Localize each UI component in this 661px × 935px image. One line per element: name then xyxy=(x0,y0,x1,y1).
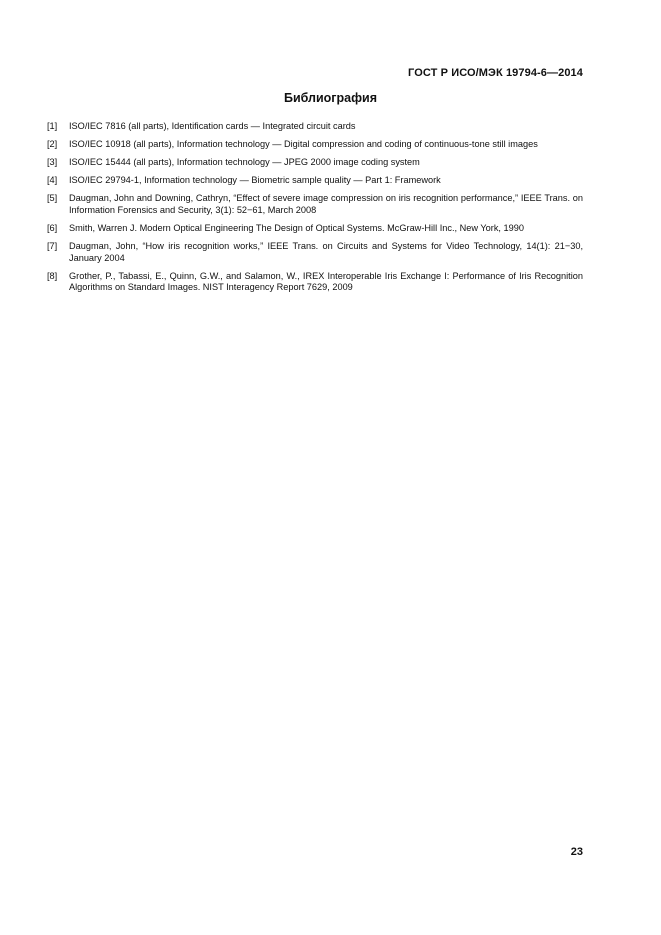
bibliography-text: Grother, P., Tabassi, E., Quinn, G.W., and Salamon, W., IREX Interoperable Iris Exchange I: Performance of Iris Recognition Algorithms on Standard Images. NIST Interagency Report 7629, 2009 xyxy=(69,270,583,293)
page-number: 23 xyxy=(570,846,583,858)
bibliography-list xyxy=(47,121,583,300)
bibliography-number: [2] xyxy=(47,139,58,150)
bibliography-item-5 xyxy=(47,193,583,216)
bibliography-text: ISO/IEC 29794-1, Information technology — Biometric sample quality — Part 1: Framework xyxy=(69,175,441,186)
bibliography-text: ISO/IEC 10918 (all parts), Information technology — Digital compression and coding of continuous-tone still images xyxy=(69,139,538,150)
bibliography-number: [8] xyxy=(47,270,58,281)
bibliography-text: ISO/IEC 7816 (all parts), Identification cards — Integrated circuit cards xyxy=(69,121,356,131)
bibliography-text: Daugman, John and Downing, Cathryn, “Effect of severe image compression on iris recognition performance,” IEEE Trans. on Information Forensics and Security, 3(1): 52−61, March 2008 xyxy=(69,193,583,215)
bibliography-item-7 xyxy=(47,241,583,264)
bibliography-item-8 xyxy=(47,271,583,294)
bibliography-number: [4] xyxy=(47,175,58,186)
bibliography-text: Smith, Warren J. Modern Optical Engineering The Design of Optical Systems. McGraw-Hill Inc., New York, 1990 xyxy=(69,222,524,233)
bibliography-number: [5] xyxy=(47,193,58,204)
bibliography-number: [1] xyxy=(47,121,58,131)
bibliography-text: Daugman, John, “How iris recognition works,” IEEE Trans. on Circuits and Systems for Video Technology, 14(1): 21−30, January 2004 xyxy=(69,241,583,263)
bibliography-number: [3] xyxy=(47,157,58,168)
page-title: Библиография xyxy=(283,91,378,105)
bibliography-item-3 xyxy=(47,157,583,169)
bibliography-item-4 xyxy=(47,175,583,187)
bibliography-item-6 xyxy=(47,223,583,235)
bibliography-item-2 xyxy=(47,139,583,151)
bibliography-number: [6] xyxy=(47,222,58,233)
bibliography-text: ISO/IEC 15444 (all parts), Information technology — JPEG 2000 image coding system xyxy=(69,157,420,168)
document-code: ГОСТ Р ИСО/МЭК 19794-6—2014 xyxy=(408,67,583,79)
bibliography-item-1 xyxy=(47,121,583,133)
bibliography-number: [7] xyxy=(47,241,58,252)
